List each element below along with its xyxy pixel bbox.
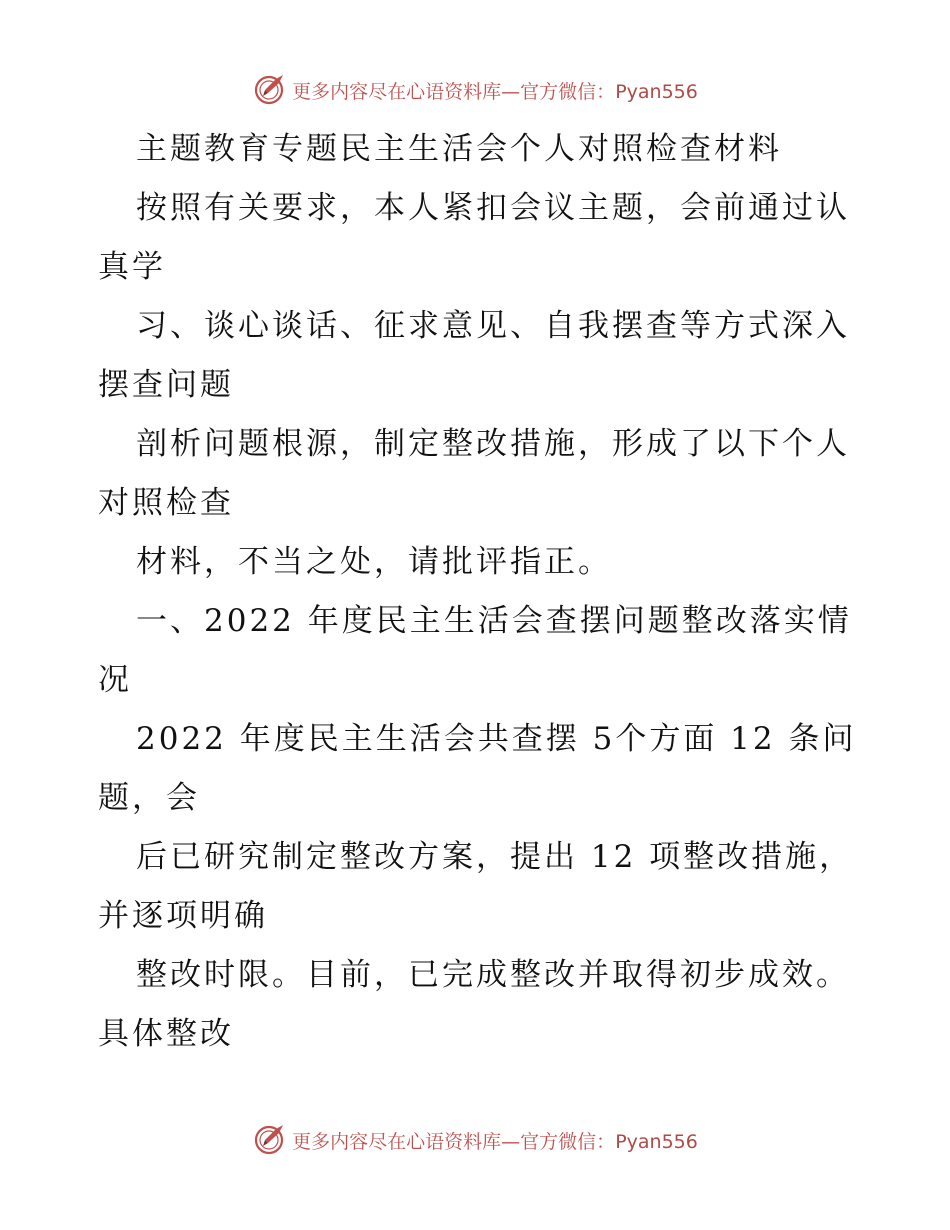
fountain-pen-circle-icon — [252, 73, 286, 107]
footer-watermark — [0, 1120, 950, 1160]
text-line: 题，会 — [98, 780, 200, 816]
text-line: 习、谈心谈话、征求意见、自我摆查等方式深入 — [136, 308, 850, 344]
watermark-separator: — — [501, 1130, 521, 1153]
document-body — [98, 120, 858, 1064]
text-line: 真学 — [98, 249, 166, 285]
watermark-wechat-label: 官方微信： — [520, 80, 616, 103]
text-line: 对照检查 — [98, 485, 234, 521]
text-line: 主题教育专题民主生活会个人对照检查材料 — [136, 131, 782, 167]
watermark-text — [292, 1127, 698, 1154]
text-line: 摆查问题 — [98, 367, 234, 403]
watermark-wechat-id: Pyan556 — [615, 80, 698, 103]
watermark-text — [292, 77, 698, 104]
text-line: 按照有关要求，本人紧扣会议主题，会前通过认 — [136, 190, 850, 226]
text-line: 整改时限。目前，已完成整改并取得初步成效。 — [136, 957, 850, 993]
header-watermark — [0, 70, 950, 110]
fountain-pen-circle-icon — [252, 1123, 286, 1157]
text-line: 2022 年度民主生活会共查摆 5个方面 12 条问 — [136, 721, 857, 757]
watermark-separator: — — [501, 80, 521, 103]
text-line: 一、2022 年度民主生活会查摆问题整改落实情 — [136, 603, 852, 639]
text-line: 材料，不当之处，请批评指正。 — [136, 544, 612, 580]
watermark-slogan: 更多内容尽在心语资料库 — [292, 80, 502, 103]
text-line: 剖析问题根源，制定整改措施，形成了以下个人 — [136, 426, 850, 462]
watermark-wechat-label: 官方微信： — [520, 1130, 616, 1153]
watermark-slogan: 更多内容尽在心语资料库 — [292, 1130, 502, 1153]
text-line: 并逐项明确 — [98, 898, 268, 934]
text-line: 具体整改 — [98, 1016, 234, 1052]
text-line: 后已研究制定整改方案，提出 12 项整改措施， — [136, 839, 854, 875]
text-line: 况 — [98, 662, 132, 698]
watermark-wechat-id: Pyan556 — [615, 1130, 698, 1153]
